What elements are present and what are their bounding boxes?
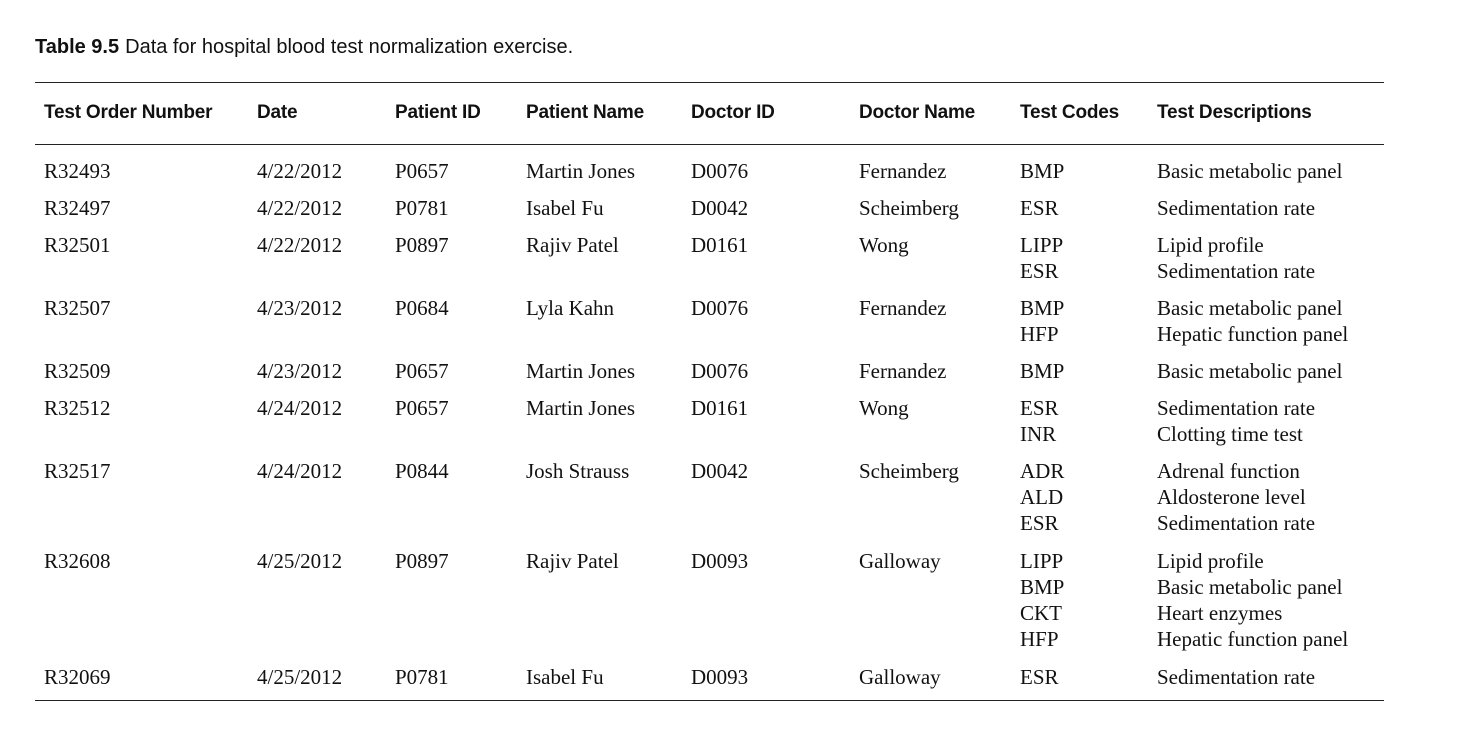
cell-doctor-name: Wong — [859, 233, 909, 257]
cell-patient-name: Rajiv Patel — [526, 549, 619, 573]
cell-patient-id: P0657 — [395, 159, 449, 183]
cell-date: 4/22/2012 — [257, 159, 343, 183]
test-description: Aldosterone level — [1157, 485, 1306, 509]
test-description: Heart enzymes — [1157, 601, 1283, 625]
cell-patient-id: P0844 — [395, 459, 449, 483]
cell-test-codes — [1020, 358, 1064, 384]
cell-doctor-id: D0093 — [691, 665, 749, 689]
cell-date: 4/23/2012 — [257, 296, 343, 320]
cell-test-order-number: R32069 — [44, 665, 111, 689]
cell-doctor-id: D0042 — [691, 196, 749, 220]
cell-patient-name: Isabel Fu — [526, 665, 604, 689]
cell-doctor-id: D0076 — [691, 159, 749, 183]
test-description: Basic metabolic panel — [1157, 159, 1343, 183]
table-header-rule — [35, 144, 1384, 145]
table-caption-text: Data for hospital blood test normalization exercise. — [125, 36, 574, 58]
table-bottom-rule — [35, 700, 1384, 701]
cell-doctor-name: Wong — [859, 396, 909, 420]
test-code: ESR — [1020, 259, 1059, 283]
cell-patient-name: Martin Jones — [526, 396, 636, 420]
cell-patient-name: Isabel Fu — [526, 196, 604, 220]
cell-test-descriptions — [1157, 195, 1315, 221]
cell-patient-id: P0781 — [395, 665, 449, 689]
cell-doctor-name: Fernandez — [859, 359, 947, 383]
test-code: HFP — [1020, 627, 1059, 651]
cell-doctor-id: D0076 — [691, 359, 749, 383]
cell-doctor-id: D0161 — [691, 233, 749, 257]
test-description: Basic metabolic panel — [1157, 296, 1343, 320]
cell-test-codes — [1020, 295, 1064, 347]
test-code: CKT — [1020, 601, 1062, 625]
test-code: ESR — [1020, 511, 1059, 535]
column-header-test-order-number: Test Order Number — [44, 102, 213, 123]
cell-patient-id: P0657 — [395, 396, 449, 420]
test-description: Hepatic function panel — [1157, 322, 1349, 346]
cell-patient-name: Lyla Kahn — [526, 296, 615, 320]
cell-test-codes — [1020, 548, 1064, 652]
cell-test-descriptions — [1157, 548, 1348, 652]
cell-patient-id: P0657 — [395, 359, 449, 383]
cell-test-codes — [1020, 664, 1059, 690]
cell-doctor-name: Fernandez — [859, 296, 947, 320]
cell-doctor-name: Galloway — [859, 549, 941, 573]
cell-test-descriptions — [1157, 664, 1315, 690]
test-description: Sedimentation rate — [1157, 665, 1316, 689]
table-caption — [35, 36, 573, 59]
cell-test-descriptions — [1157, 295, 1348, 347]
table-top-rule — [35, 82, 1384, 83]
test-description: Adrenal function — [1157, 459, 1300, 483]
cell-test-codes — [1020, 395, 1059, 447]
test-code: ESR — [1020, 196, 1059, 220]
column-header-test-codes: Test Codes — [1020, 102, 1120, 123]
cell-test-order-number: R32501 — [44, 233, 111, 257]
cell-test-codes — [1020, 232, 1063, 284]
cell-test-order-number: R32493 — [44, 159, 111, 183]
test-code: ESR — [1020, 396, 1059, 420]
test-description: Hepatic function panel — [1157, 627, 1349, 651]
column-header-test-descriptions: Test Descriptions — [1157, 102, 1312, 123]
cell-date: 4/23/2012 — [257, 359, 343, 383]
table-caption-label: Table 9.5 — [35, 36, 120, 58]
cell-date: 4/24/2012 — [257, 459, 343, 483]
cell-date: 4/22/2012 — [257, 233, 343, 257]
test-description: Clotting time test — [1157, 422, 1303, 446]
cell-test-order-number: R32512 — [44, 396, 111, 420]
test-code: BMP — [1020, 575, 1065, 599]
cell-test-descriptions — [1157, 232, 1315, 284]
cell-test-order-number: R32507 — [44, 296, 111, 320]
test-code: ESR — [1020, 665, 1059, 689]
cell-patient-id: P0781 — [395, 196, 449, 220]
column-header-date: Date — [257, 102, 298, 123]
test-description: Sedimentation rate — [1157, 259, 1316, 283]
cell-date: 4/25/2012 — [257, 549, 343, 573]
cell-patient-name: Martin Jones — [526, 359, 636, 383]
test-code: ALD — [1020, 485, 1064, 509]
test-description: Lipid profile — [1157, 549, 1264, 573]
cell-test-codes — [1020, 195, 1059, 221]
cell-test-codes — [1020, 158, 1064, 184]
cell-test-descriptions — [1157, 358, 1342, 384]
test-code: LIPP — [1020, 549, 1064, 573]
cell-test-codes — [1020, 458, 1064, 536]
cell-doctor-name: Fernandez — [859, 159, 947, 183]
test-code: INR — [1020, 422, 1057, 446]
column-header-patient-name: Patient Name — [526, 102, 644, 123]
cell-test-descriptions — [1157, 395, 1315, 447]
cell-doctor-id: D0076 — [691, 296, 749, 320]
test-description: Sedimentation rate — [1157, 511, 1316, 535]
cell-patient-id: P0684 — [395, 296, 449, 320]
cell-doctor-name: Scheimberg — [859, 459, 959, 483]
cell-patient-id: P0897 — [395, 549, 449, 573]
cell-date: 4/25/2012 — [257, 665, 343, 689]
test-description: Basic metabolic panel — [1157, 359, 1343, 383]
cell-test-order-number: R32497 — [44, 196, 111, 220]
test-code: BMP — [1020, 159, 1065, 183]
cell-doctor-id: D0161 — [691, 396, 749, 420]
test-code: HFP — [1020, 322, 1059, 346]
cell-test-order-number: R32509 — [44, 359, 111, 383]
cell-doctor-name: Galloway — [859, 665, 941, 689]
cell-date: 4/22/2012 — [257, 196, 343, 220]
cell-patient-name: Josh Strauss — [526, 459, 630, 483]
column-header-doctor-id: Doctor ID — [691, 102, 775, 123]
cell-date: 4/24/2012 — [257, 396, 343, 420]
cell-doctor-id: D0042 — [691, 459, 749, 483]
column-header-patient-id: Patient ID — [395, 102, 481, 123]
cell-patient-name: Rajiv Patel — [526, 233, 619, 257]
test-description: Lipid profile — [1157, 233, 1264, 257]
cell-test-descriptions — [1157, 158, 1342, 184]
cell-patient-id: P0897 — [395, 233, 449, 257]
test-code: LIPP — [1020, 233, 1064, 257]
test-description: Basic metabolic panel — [1157, 575, 1343, 599]
cell-test-order-number: R32608 — [44, 549, 111, 573]
column-header-doctor-name: Doctor Name — [859, 102, 976, 123]
cell-doctor-name: Scheimberg — [859, 196, 959, 220]
test-description: Sedimentation rate — [1157, 396, 1316, 420]
cell-test-order-number: R32517 — [44, 459, 111, 483]
test-code: ADR — [1020, 459, 1065, 483]
cell-patient-name: Martin Jones — [526, 159, 636, 183]
test-code: BMP — [1020, 359, 1065, 383]
cell-doctor-id: D0093 — [691, 549, 749, 573]
test-code: BMP — [1020, 296, 1065, 320]
cell-test-descriptions — [1157, 458, 1315, 536]
table-header-row — [0, 102, 1476, 130]
test-description: Sedimentation rate — [1157, 196, 1316, 220]
